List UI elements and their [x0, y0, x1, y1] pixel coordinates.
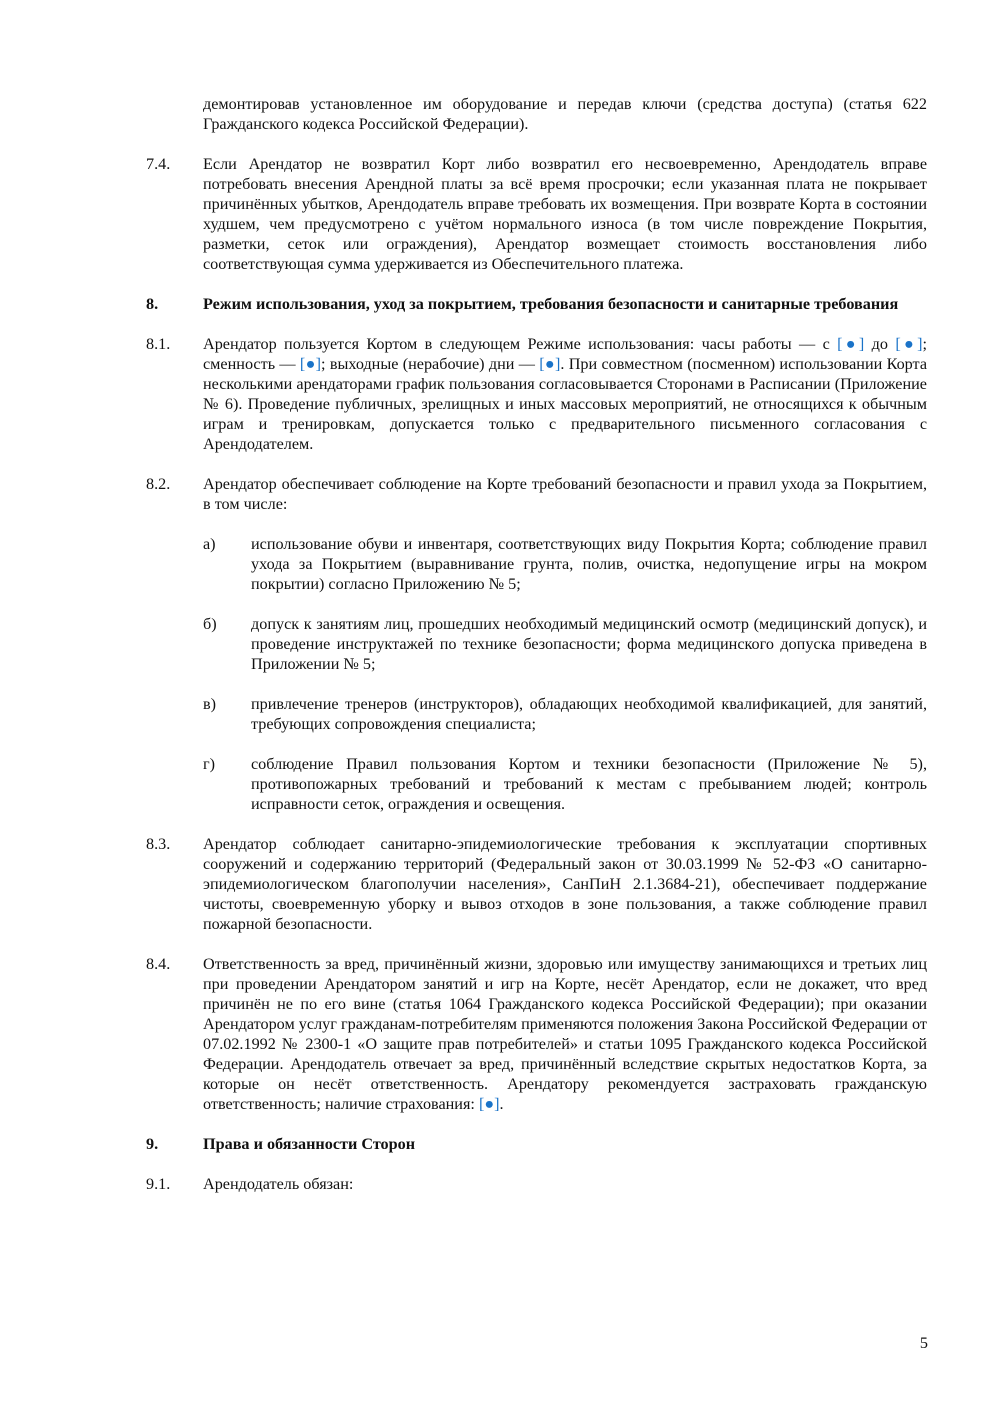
placeholder-field: [●]	[539, 355, 561, 373]
placeholder-field: [●]	[837, 335, 865, 353]
placeholder-field: [●]	[478, 1095, 500, 1113]
list-item	[203, 534, 927, 594]
text-fragment: Арендатор пользуется Кортом в следующем Режиме использования: часы работы — с	[203, 335, 838, 353]
paragraph-text: Арендодатель обязан:	[203, 1175, 354, 1193]
list-item-marker: б)	[203, 615, 217, 633]
paragraph-8-1	[146, 334, 927, 454]
clause-number: 9.1.	[146, 1175, 171, 1193]
list-item-text: привлечение тренеров (инструкторов), обладающих необходимой квалификацией, для занятий, требующих сопровождения специалиста;	[251, 695, 927, 733]
paragraph-text: Если Арендатор не возвратил Корт либо возвратил его несвоевременно, Арендодатель вправе потребовать внесения Арендной платы за всё время просрочки; если указанная плата не покрывает причинённых убытков, Арендодатель вправе требовать их возмещения. При возврате Корта в состоянии худшем, чем предусмотрено с учётом нормального износа (в том числе повреждение Покрытия, разметки, сеток или ограждения), Арендатор возмещает стоимость восстановления либо соответствующая сумма удерживается из Обеспечительного платежа.	[203, 155, 927, 273]
clause-number: 8.1.	[146, 335, 171, 353]
text-fragment: . При совместном (посменном) использовании Корта несколькими арендаторами график пользования согласовывается Сторонами в Расписании (Приложение № 6). Проведение публичных, зрелищных и иных массовых мероприятий, не относящихся к обычным играм и тренировкам, допускается только с предварительного письменного согласования с Арендодателем.	[203, 355, 928, 453]
text-fragment: до	[864, 335, 896, 353]
paragraph-text	[203, 334, 927, 454]
section-title: Режим использования, уход за покрытием, требования безопасности и санитарные требования	[203, 295, 899, 313]
placeholder-field: [●]	[895, 335, 923, 353]
list-item-marker: в)	[203, 695, 217, 713]
clause-number: 7.4.	[146, 155, 171, 173]
section-8-heading	[146, 294, 927, 314]
document-body	[0, 94, 1000, 1194]
section-9-heading	[146, 1134, 927, 1154]
page-number: 5	[919, 1334, 928, 1352]
text-fragment: Ответственность за вред, причинённый жизни, здоровью или имуществу занимающихся и третьих лиц при проведении Арендатором занятий и игр на Корте, несёт Арендатор, если не докажет, что вред причинён не по его вине (статья 1064 Гражданского кодекса Российской Федерации); при оказании Арендатором услуг гражданам-потребителям применяются положения Закона Российской Федерации от 07.02.1992 № 2300-1 «О защите прав потребителей» и статьи 1095 Гражданского кодекса Российской Федерации. Арендодатель отвечает за вред, причинённый вследствие скрытых недостатков Корта, за которые он несёт ответственность. Арендатору рекомендуется застраховать гражданскую ответственность; наличие страхования:	[203, 955, 927, 1113]
clause-number: 8.2.	[146, 475, 171, 493]
list-item-marker: а)	[203, 535, 216, 553]
list-item	[203, 614, 927, 674]
paragraph-9-1	[146, 1174, 927, 1194]
list-item-text: использование обуви и инвентаря, соответствующих виду Покрытия Корта; соблюдение правил ухода за Покрытием (выравнивание грунта, полив, очистка, недопущение игры на мокром покрытии) согласно Приложению № 5;	[251, 535, 927, 593]
paragraph-text: Арендатор обеспечивает соблюдение на Корте требований безопасности и правил ухода за Покрытием, в том числе:	[203, 475, 927, 513]
section-number: 9.	[146, 1135, 159, 1153]
paragraph-8-2	[146, 474, 927, 514]
list-item-text: допуск к занятиям лиц, прошедших необходимый медицинский осмотр (медицинский допуск), и проведение инструктажей по технике безопасности; форма медицинского допуска приведена в Приложении № 5;	[251, 615, 927, 673]
list-item	[203, 694, 927, 734]
list-item-marker: г)	[203, 755, 216, 773]
text-fragment: .	[499, 1095, 504, 1113]
paragraph-text: Арендатор соблюдает санитарно-эпидемиологические требования к эксплуатации спортивных сооружений и содержанию территорий (Федеральный закон от 30.03.1999 № 52-ФЗ «О санитарно-эпидемиологическом благополучии населения», СанПиН 2.1.3684-21), обеспечивает поддержание чистоты, своевременную уборку и вывоз отходов в зоне пользования, а также соблюдение правил пожарной безопасности.	[203, 835, 927, 933]
paragraph-7-3-continuation	[146, 94, 927, 134]
placeholder-field: [●]	[299, 355, 322, 373]
clause-number: 8.3.	[146, 835, 171, 853]
paragraph-text: демонтировав установленное им оборудование и передав ключи (средства доступа) (статья 622 Гражданского кодекса Российской Федерации).	[203, 95, 927, 133]
clause-number: 8.4.	[146, 955, 171, 973]
section-title: Права и обязанности Сторон	[203, 1135, 416, 1153]
paragraph-7-4	[146, 154, 927, 274]
section-number: 8.	[146, 295, 159, 313]
list-item-text: соблюдение Правил пользования Кортом и техники безопасности (Приложение № 5), противопожарных требований и требований к местам с пребыванием людей; контроль исправности сеток, ограждения и освещения.	[251, 755, 927, 813]
paragraph-8-3	[146, 834, 927, 934]
text-fragment: ; сменность —	[203, 335, 927, 373]
paragraph-text	[203, 954, 927, 1114]
paragraph-8-4	[146, 954, 927, 1114]
list-item	[203, 754, 927, 814]
text-fragment: ; выходные (нерабочие) дни —	[321, 355, 540, 373]
